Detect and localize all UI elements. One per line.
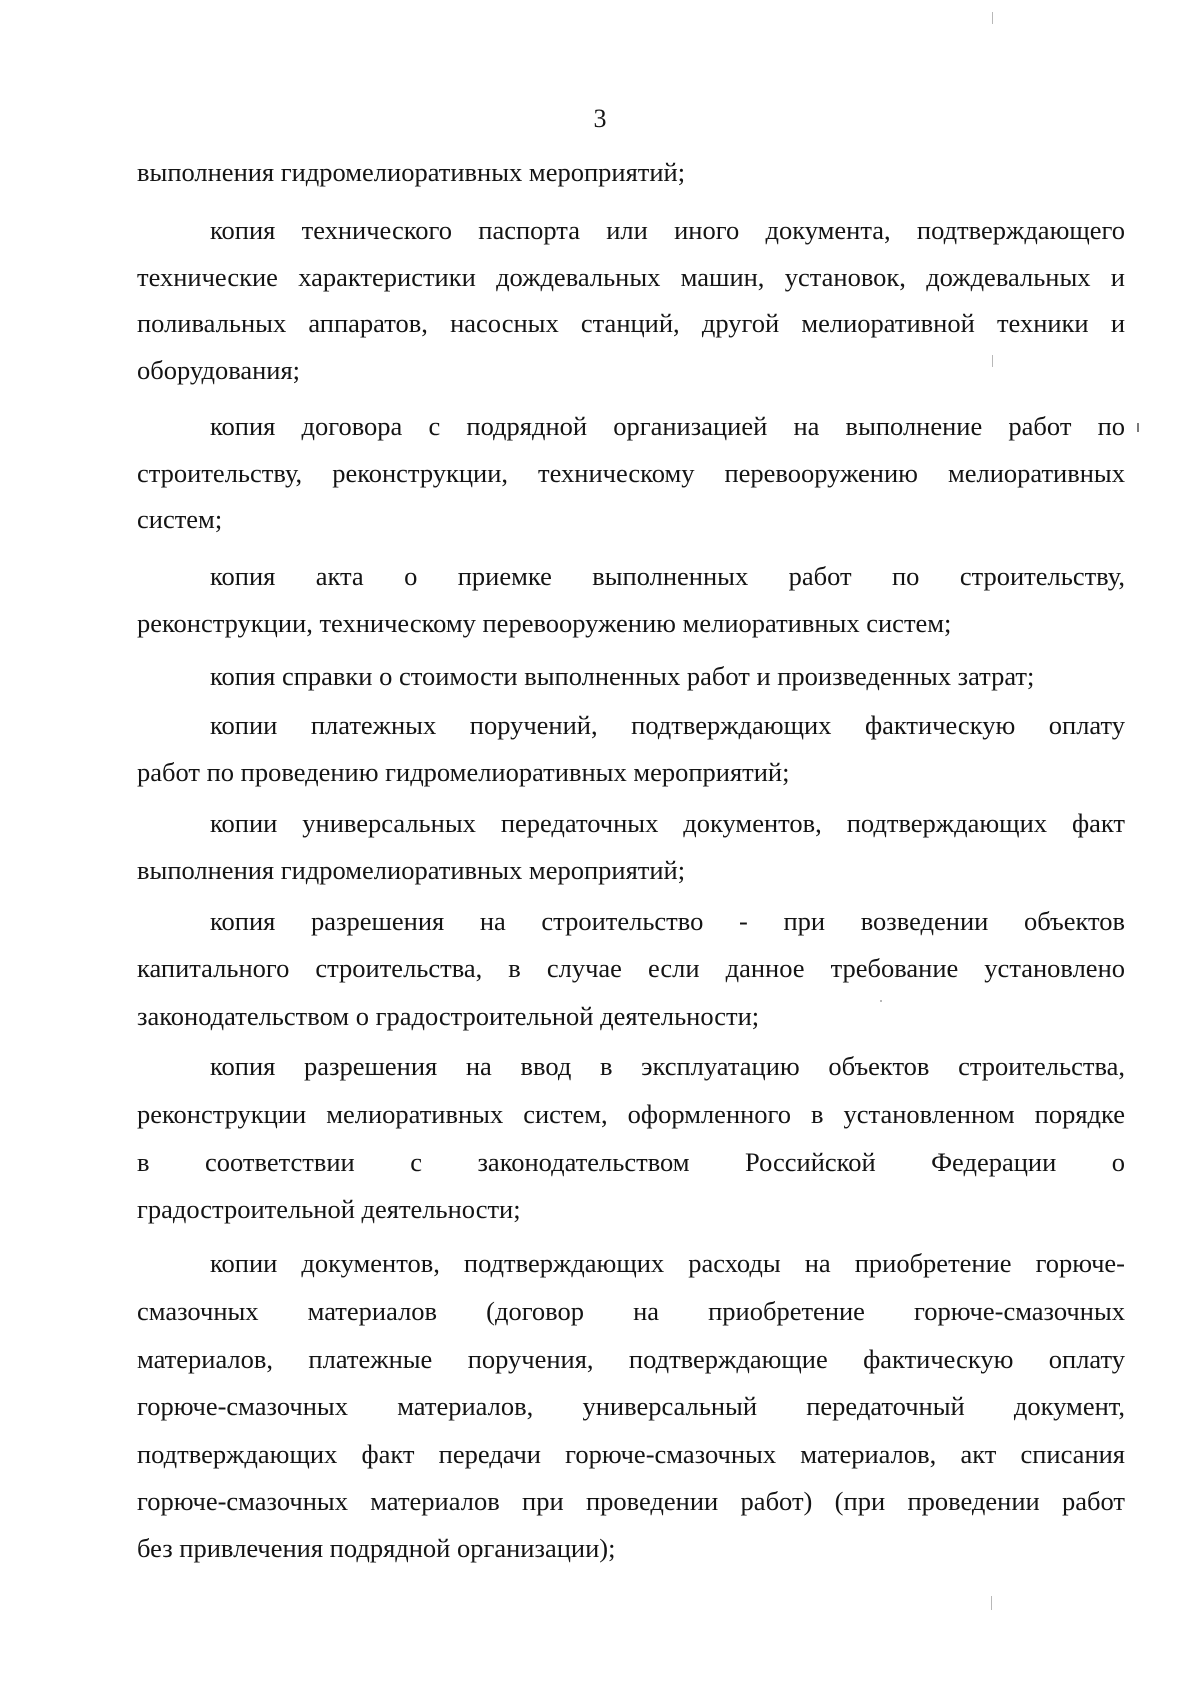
text-line: копия технического паспорта или иного документа, подтверждающего — [210, 215, 1125, 245]
text-line: строительству, реконструкции, техническому перевооружению мелиоративных — [137, 458, 1125, 488]
text-line: копия справки о стоимости выполненных работ и произведенных затрат; — [210, 661, 1035, 691]
text-line: законодательством о градостроительной деятельности; — [137, 1001, 760, 1031]
text-line: копия договора с подрядной организацией на выполнение работ по — [210, 411, 1125, 441]
text-line: копия акта о приемке выполненных работ по строительству, — [210, 561, 1125, 591]
text-line: без привлечения подрядной организации); — [137, 1533, 616, 1563]
text-line: поливальных аппаратов, насосных станций, другой мелиоративной техники и — [137, 308, 1125, 338]
text-line: подтверждающих факт передачи горюче-смазочных материалов, акт списания — [137, 1439, 1125, 1469]
text-line: горюче-смазочных материалов, универсальный передаточный документ, — [137, 1391, 1125, 1421]
text-line: реконструкции мелиоративных систем, оформленного в установленном порядке — [137, 1099, 1125, 1129]
text-line: копии универсальных передаточных документов, подтверждающих факт — [210, 808, 1125, 838]
scan-speck — [1137, 423, 1139, 432]
text-line: выполнения гидромелиоративных мероприятий; — [137, 157, 686, 187]
text-line: смазочных материалов (договор на приобретение горюче-смазочных — [137, 1296, 1125, 1326]
text-line: капитального строительства, в случае если данное требование установлено — [137, 953, 1125, 983]
text-line: копии платежных поручений, подтверждающих фактическую оплату — [210, 710, 1125, 740]
scan-speck — [880, 1000, 882, 1002]
text-line: копия разрешения на ввод в эксплуатацию объектов строительства, — [210, 1051, 1125, 1081]
text-line: копии документов, подтверждающих расходы на приобретение горюче- — [210, 1248, 1125, 1278]
scan-speck — [991, 1596, 992, 1610]
text-line: материалов, платежные поручения, подтверждающие фактическую оплату — [137, 1344, 1125, 1374]
text-line: работ по проведению гидромелиоративных мероприятий; — [137, 757, 790, 787]
scan-speck — [992, 355, 993, 367]
text-line: технические характеристики дождевальных машин, установок, дождевальных и — [137, 262, 1125, 292]
text-line: выполнения гидромелиоративных мероприятий; — [137, 855, 686, 885]
text-line: в соответствии с законодательством Российской Федерации о — [137, 1147, 1125, 1177]
text-line: систем; — [137, 504, 223, 534]
text-line: горюче-смазочных материалов при проведении работ) (при проведении работ — [137, 1486, 1125, 1516]
text-line: реконструкции, техническому перевооружению мелиоративных систем; — [137, 608, 952, 638]
text-line: копия разрешения на строительство - при возведении объектов — [210, 906, 1125, 936]
scan-speck — [992, 12, 993, 24]
text-line: градостроительной деятельности; — [137, 1194, 521, 1224]
page-number: 3 — [593, 104, 607, 133]
text-line: оборудования; — [137, 355, 301, 385]
